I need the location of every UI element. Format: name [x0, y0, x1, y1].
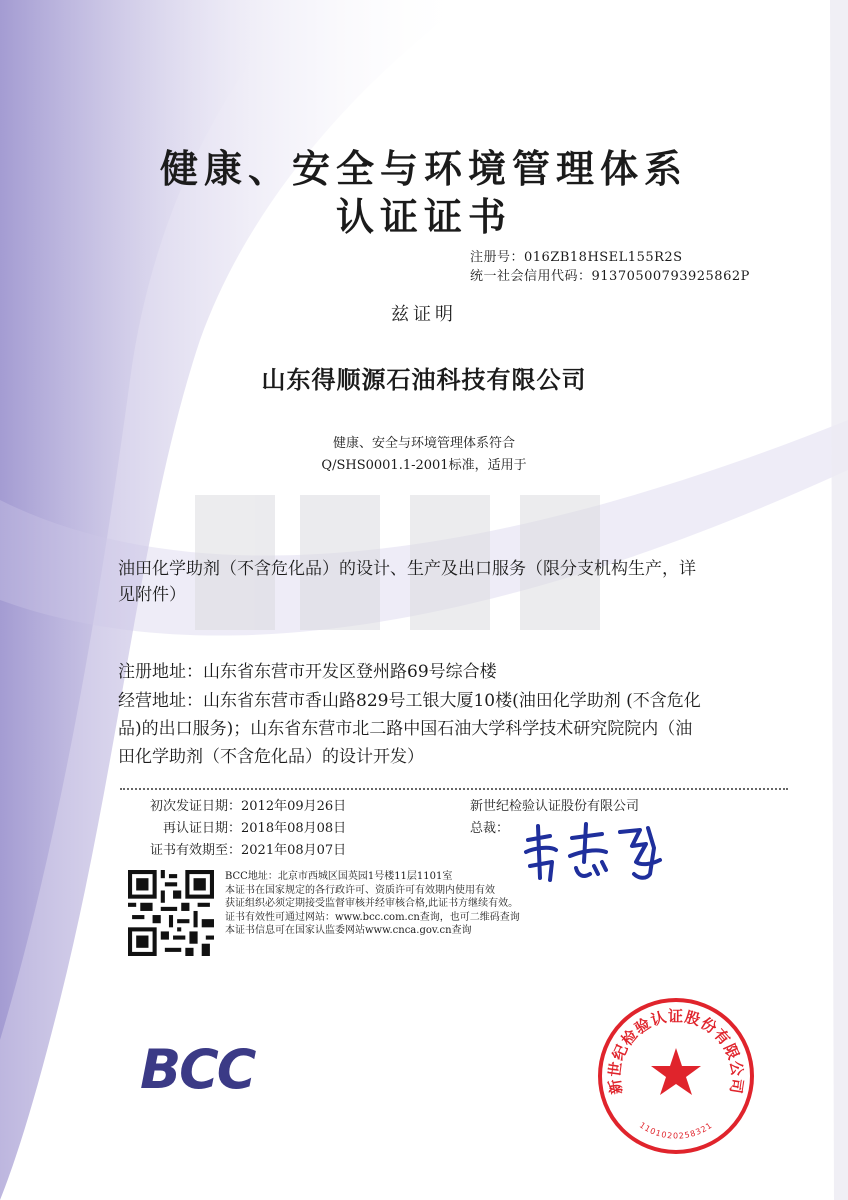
- conformity-line-1: 健康、安全与环境管理体系符合: [332, 436, 515, 451]
- divider: [120, 788, 788, 790]
- note-address: BCC地址：北京市西城区国英园1号楼11层1101室: [225, 871, 453, 882]
- date-label: 初次发证日期：: [149, 799, 241, 814]
- date-label: 证书有效期至：: [149, 843, 241, 858]
- note-surveillance: 获证组织必须定期接受监督审核并经审核合格,此证书方继续有效。: [225, 898, 519, 909]
- seal-text: 新世纪检验认证股份有限公司: [605, 1007, 747, 1096]
- date-value: 2021年08月07日: [241, 843, 347, 858]
- note-bcc-website: 证书有效性可通过网站：www.bcc.com.cn查询，也可二维码查询: [225, 911, 520, 923]
- president-label: 总裁：: [470, 821, 510, 836]
- registration-number: 注册号：016ZB18HSEL155R2S: [470, 250, 683, 265]
- bcc-logo-text: BCC: [140, 1038, 255, 1101]
- dates-block: [118, 796, 346, 862]
- date-value: 2012年09月26日: [241, 799, 347, 814]
- qr-code[interactable]: [128, 870, 214, 956]
- issuer-name: 新世纪检验认证股份有限公司: [470, 799, 640, 814]
- president-signature: [520, 818, 670, 888]
- note-validity: 本证书在国家规定的各行政许可、资质许可有效期内使用有效: [225, 884, 495, 896]
- scope-line-1: 油田化学助剂（不含危化品）的设计、生产及出口服务（限分支机构生产，详: [118, 559, 696, 579]
- date-value: 2018年08月08日: [241, 821, 347, 836]
- seal-star: [651, 1048, 701, 1095]
- operating-address-line-2: 品)的出口服务)；山东省东营市北二路中国石油大学科学技术研究院院内（油: [118, 719, 693, 739]
- first-issue-date: [118, 796, 346, 818]
- credit-code: 统一社会信用代码：91370500793925862P: [470, 269, 750, 284]
- notes-block: [225, 870, 520, 938]
- company-seal: [596, 996, 756, 1156]
- conformity-line-2: Q/SHS0001.1-2001标准，适用于: [321, 458, 527, 473]
- bcc-logo: [140, 1038, 254, 1101]
- recertification-date: [118, 818, 346, 840]
- seal-number: 1101020258321: [637, 1120, 715, 1141]
- date-label: 再认证日期：: [162, 821, 241, 836]
- operating-address-line-3: 田化学助剂（不含危化品）的设计开发）: [118, 747, 424, 767]
- scope-line-2: 见附件）: [118, 585, 186, 605]
- svg-text:1101020258321: [638, 1121, 714, 1141]
- operating-address-line-1: 经营地址：山东省东营市香山路829号工银大厦10楼(油田化学助剂 (不含危化: [118, 691, 701, 711]
- certificate-title: 健康、安全与环境管理体系: [159, 146, 688, 191]
- company-name: 山东得顺源石油科技有限公司: [261, 365, 587, 394]
- registered-address: 注册地址：山东省东营市开发区登州路69号综合楼: [118, 662, 497, 682]
- expiry-date: [118, 840, 346, 862]
- certificate-subtitle: 认证证书: [335, 194, 512, 239]
- note-cnca-website: 本证书信息可在国家认监委网站www.cnca.gov.cn查询: [225, 925, 472, 936]
- certify-heading: 兹证明: [391, 304, 457, 325]
